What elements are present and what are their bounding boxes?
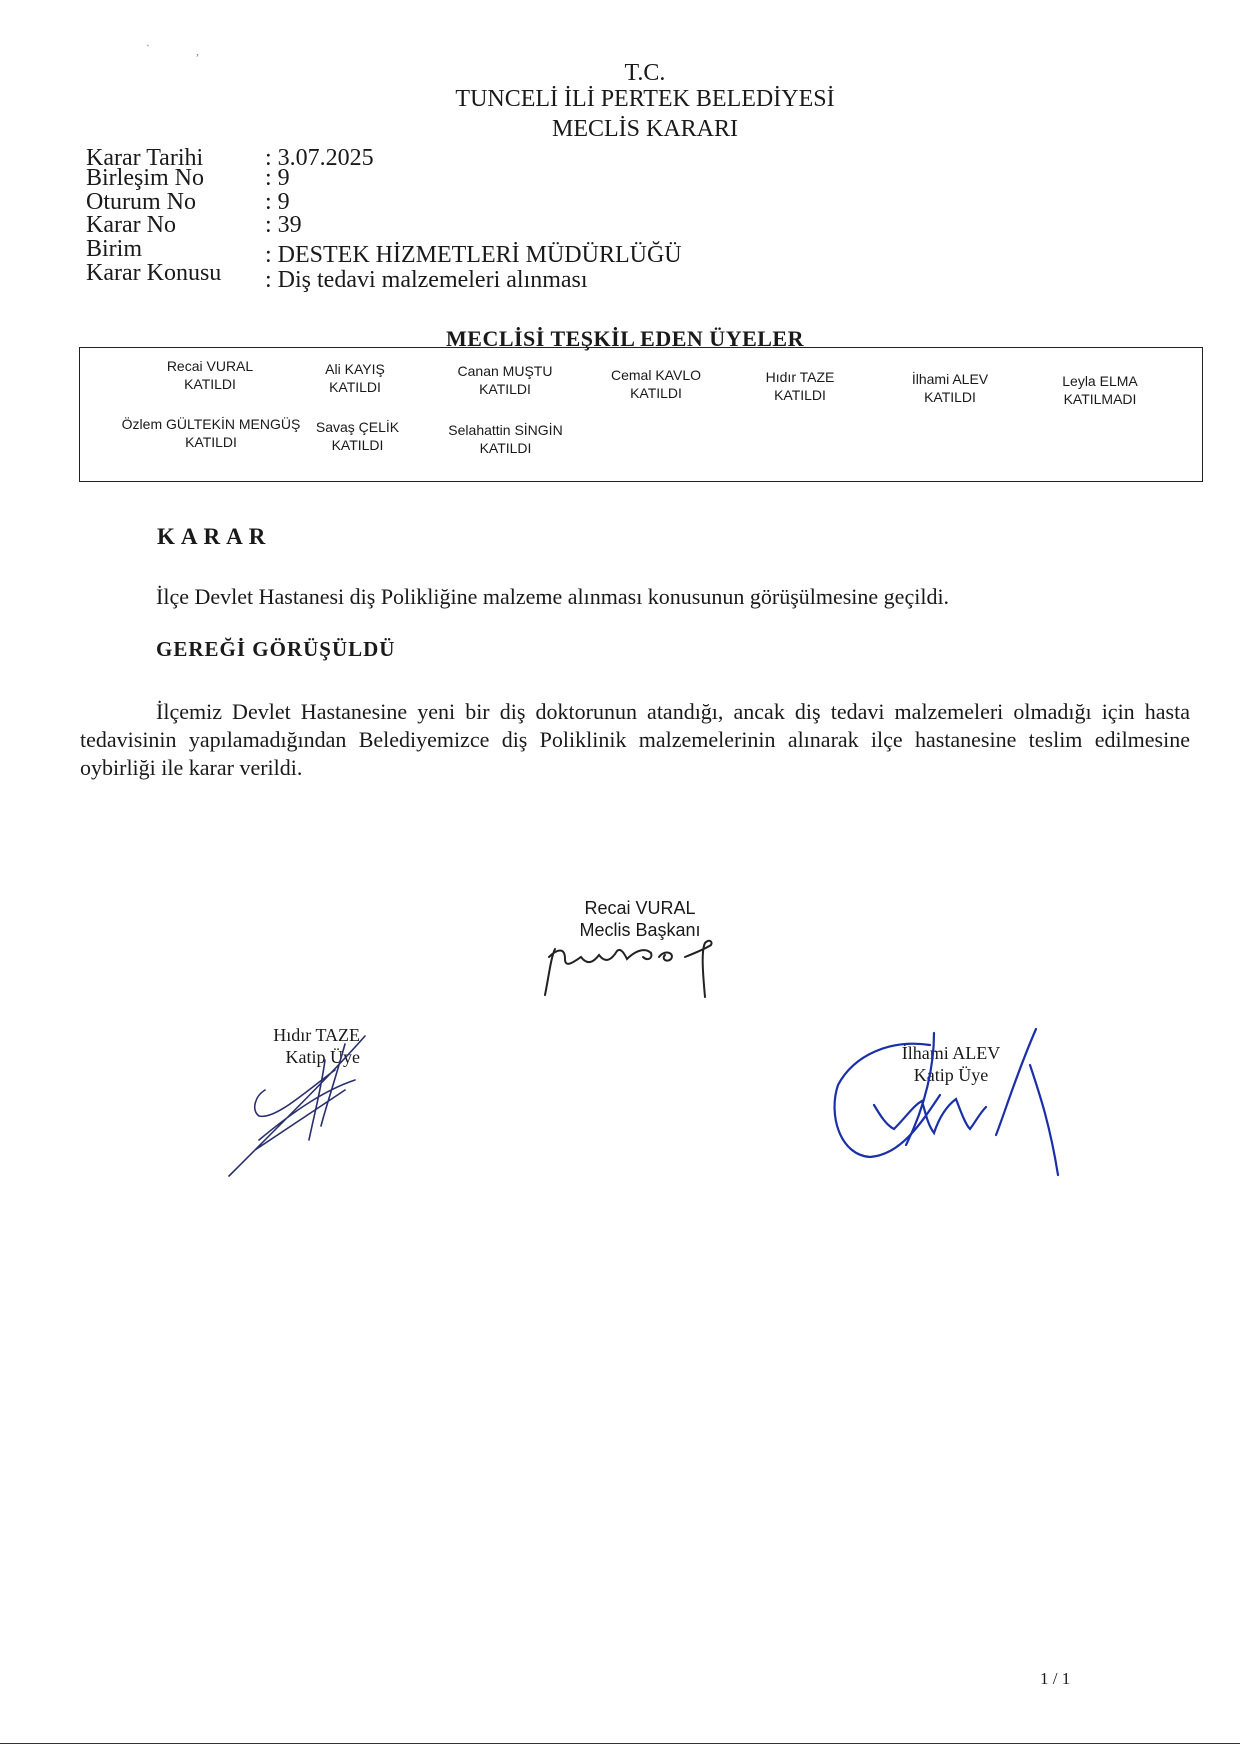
meta-value-session: : 9 [265,165,290,191]
president-title: Meclis Başkanı [579,920,701,940]
member-status: KATILDI [479,440,532,456]
meta-value-sitting: : 9 [265,189,290,215]
member-name: Canan MUŞTU [457,363,553,379]
meta-value-decision-no: : 39 [265,212,302,238]
scan-mark: , [196,44,199,58]
geregi-heading: GEREĞİ GÖRÜŞÜLDÜ [156,637,396,661]
page-number: 1 / 1 [1040,1669,1071,1688]
member-status: KATILDI [479,381,531,397]
member-ozlem-gultekin-mengus [116,415,306,451]
member-status: KATILDI [924,389,976,405]
member-name: Cemal KAVLO [611,367,701,383]
member-name: Leyla ELMA [1062,373,1138,389]
member-status: KATILDI [331,437,384,453]
clerk1-name: Hıdır TAZE [273,1025,360,1045]
meta-label-session: Birleşim No [86,165,204,191]
member-name: Hıdır TAZE [765,369,835,385]
member-name: Selahattin SİNGİN [448,422,563,438]
meta-label-date: Karar Tarihi [86,145,204,171]
member-status: KATILMADI [1063,391,1137,407]
member-selahattin-singin [438,421,573,457]
member-status: KATILDI [630,385,682,401]
clerk1-signature-icon [225,1030,375,1180]
meta-label-decision-no: Karar No [86,212,176,238]
header-decision-title: MECLİS KARARI [551,116,738,142]
members-title: MECLİSİ TEŞKİL EDEN ÜYELER [446,326,804,351]
member-ilhami-alev [890,370,1010,406]
header-tc: T.C. [624,60,666,86]
meta-value-unit: : DESTEK HİZMETLERİ MÜDÜRLÜĞÜ [265,242,682,268]
member-status: KATILDI [185,434,237,450]
bottom-rule [0,1743,1240,1744]
scan-mark: ` [146,42,150,56]
member-status: KATILDI [774,387,826,403]
member-canan-mustu [445,362,565,398]
president-signature-icon [535,935,765,1005]
clerk2-title: Katip Üye [913,1065,989,1085]
member-hidir-taze [745,368,855,404]
karar-text: İlçe Devlet Hastanesi diş Polikliğine malzeme alınması konusunun görüşülmesine geçildi. [156,584,950,609]
header-municipality: TUNCELİ İLİ PERTEK BELEDİYESİ [455,86,835,112]
member-name: İlhami ALEV [911,371,989,387]
meta-value-date: : 3.07.2025 [265,145,374,171]
member-name: Özlem GÜLTEKİN MENGÜŞ [121,416,301,432]
member-cemal-kavlo [596,366,716,402]
karar-heading: KARAR [157,524,272,549]
clerk1-title: Katip Üye [285,1047,360,1067]
member-recai-vural [150,357,270,393]
meta-label-sitting: Oturum No [86,189,196,215]
member-leyla-elma [1040,372,1160,408]
member-ali-kayis [300,360,410,396]
member-name: Recai VURAL [166,358,254,374]
clerk2-signature-icon [830,1025,1070,1185]
president-name: Recai VURAL [584,898,696,918]
member-savas-celik [300,418,415,454]
member-name: Ali KAYIŞ [325,361,385,377]
meta-label-subject: Karar Konusu [86,260,222,286]
member-status: KATILDI [184,376,236,392]
meta-label-unit: Birim [86,236,143,262]
geregi-text: İlçemiz Devlet Hastanesine yeni bir diş doktorunun atandığı, ancak diş tedavi malzemeleri olmadığı için hasta tedavisinin yapılamadığından Belediyemizce diş Poliklinik malzemelerinin alınarak ilçe hastanesine teslim edilmesine oybirliği ile karar verildi. [80,699,1190,780]
member-name: Savaş ÇELİK [315,419,400,435]
member-status: KATILDI [329,379,381,395]
clerk2-name: İlhami ALEV [901,1043,1001,1063]
meta-value-subject: : Diş tedavi malzemeleri alınması [265,267,588,293]
